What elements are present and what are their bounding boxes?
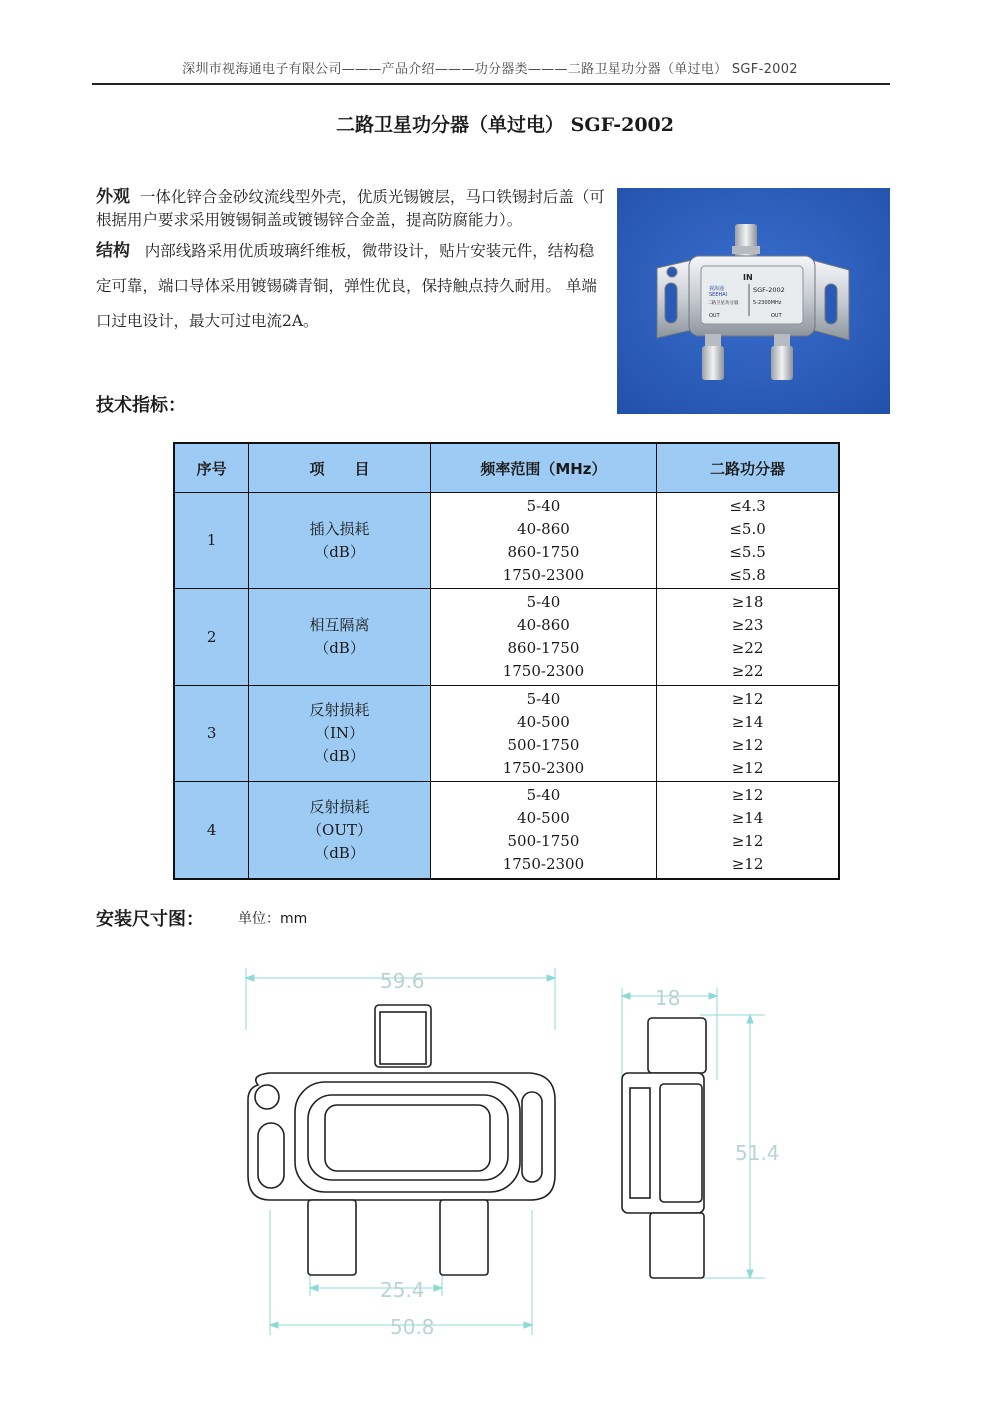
row-no: 2 (174, 589, 249, 685)
table-row (174, 782, 839, 879)
row-no: 1 (174, 493, 249, 589)
product-photo (617, 188, 890, 414)
dim-width-label: 59.6 (380, 969, 425, 993)
row-value: ≥12 ≥14 ≥12 ≥12 (657, 685, 839, 781)
spec-table (173, 442, 840, 880)
dim-base-width-label: 50.8 (390, 1315, 435, 1339)
row-freq: 5-40 40-500 500-1750 1750-2300 (430, 782, 656, 879)
structure-label: 结构 (96, 241, 130, 261)
row-item: 反射损耗 （IN） （dB） (249, 685, 431, 781)
header-value: 二路功分器 (657, 443, 839, 493)
row-freq: 5-40 40-860 860-1750 1750-2300 (430, 589, 656, 685)
side-view (622, 1018, 706, 1278)
install-section-title: 安装尺寸图： (96, 909, 204, 930)
table-row (174, 493, 839, 589)
document-title: 二路卫星功分器（单过电） SGF-2002 (336, 114, 674, 136)
photo-out-left: OUT (709, 313, 720, 319)
photo-brand-en: SEEHAI (709, 292, 728, 298)
header-divider (92, 83, 890, 85)
photo-name: 二路卫星功分器 (707, 301, 739, 306)
row-value: ≤4.3 ≤5.0 ≤5.5 ≤5.8 (657, 493, 839, 589)
row-value: ≥12 ≥14 ≥12 ≥12 (657, 782, 839, 879)
photo-out-right: OUT (771, 313, 782, 319)
spec-table-header (174, 443, 839, 493)
dim-depth-label: 18 (655, 986, 681, 1010)
photo-freq: 5-2300MHz (753, 300, 782, 306)
appearance-paragraph (96, 186, 606, 232)
spec-section-title: 技术指标： (96, 395, 186, 416)
dimension-drawing (230, 960, 790, 1340)
row-item: 反射损耗 （OUT） （dB） (249, 782, 431, 879)
front-view (248, 1005, 555, 1275)
row-item: 相互隔离 （dB） (249, 589, 431, 685)
header-freq: 频率范围（MHz） (430, 443, 656, 493)
dim-port-spacing-label: 25.4 (380, 1278, 425, 1302)
row-freq: 5-40 40-860 860-1750 1750-2300 (430, 493, 656, 589)
row-item: 插入损耗 （dB） (249, 493, 431, 589)
row-freq: 5-40 40-500 500-1750 1750-2300 (430, 685, 656, 781)
row-no: 4 (174, 782, 249, 879)
structure-paragraph (96, 234, 606, 339)
table-row (174, 589, 839, 685)
appearance-label: 外观 (96, 187, 130, 207)
header-item: 项 目 (249, 443, 431, 493)
row-value: ≥18 ≥23 ≥22 ≥22 (657, 589, 839, 685)
structure-text: 内部线路采用优质玻璃纤维板，微带设计，贴片安装元件，结构稳定可靠，端口导体采用镀锡磷青铜，弹性优良，保持触点持久耐用。 单端口过电设计，最大可过电流2A。 (96, 242, 597, 330)
photo-model: SGF-2002 (753, 286, 785, 294)
photo-brand: 视海通 (709, 286, 725, 292)
table-row (174, 685, 839, 781)
product-description (96, 186, 606, 339)
header-no: 序号 (174, 443, 249, 493)
photo-label-in: IN (743, 273, 753, 282)
appearance-text: 一体化锌合金砂纹流线型外壳，优质光锡镀层，马口铁锡封后盖（可根据用户要求采用镀锡铜盖或镀锡锌合金盖，提高防腐能力）。 (96, 188, 605, 229)
row-no: 3 (174, 685, 249, 781)
dim-height-label: 51.4 (735, 1141, 780, 1165)
page-header: 深圳市视海通电子有限公司———产品介绍———功分器类———二路卫星功分器（单过电） SGF-2002 (182, 62, 798, 77)
install-unit: 单位：mm (238, 911, 308, 927)
